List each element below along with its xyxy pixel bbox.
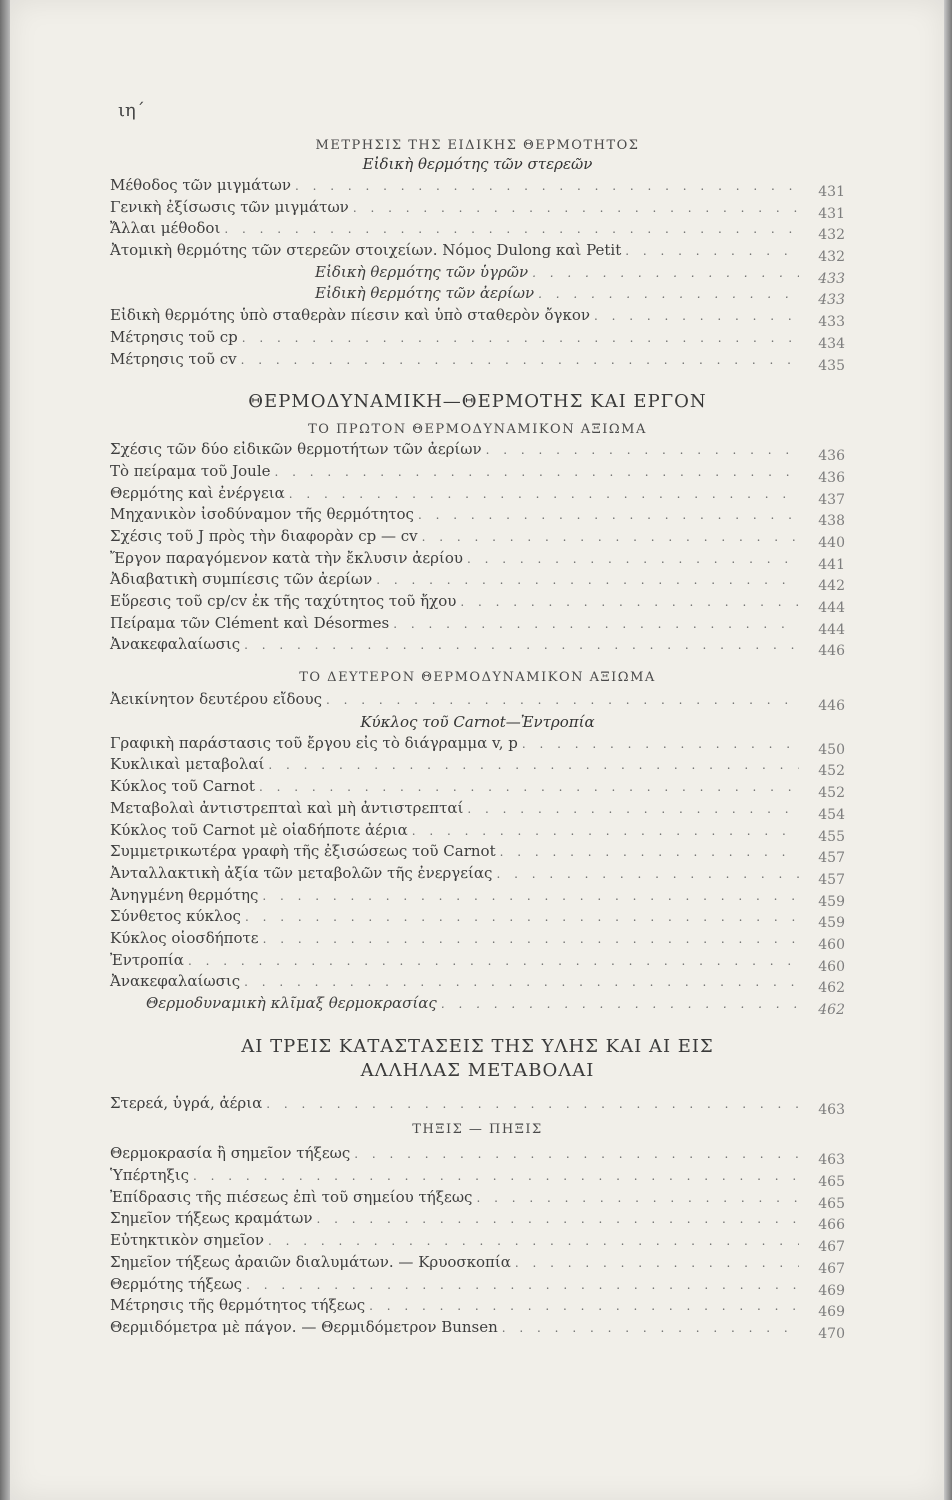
toc-entry (110, 327, 845, 352)
toc-page: 455 (818, 828, 845, 845)
leader-dots (476, 1188, 799, 1210)
toc-label: Συμμετρικωτέρα γραφὴ τῆς ἐξισώσεως τοῦ Carnot (110, 842, 496, 861)
book-page (10, 0, 944, 1500)
toc-page: 459 (818, 915, 845, 932)
leader-dots (467, 799, 799, 821)
leader-dots (532, 263, 799, 285)
leader-dots (266, 1094, 799, 1116)
toc-page: 442 (818, 578, 845, 595)
toc-label: Ἐντροπία (110, 950, 184, 969)
toc-entry (110, 305, 845, 331)
toc-entry (110, 1143, 845, 1169)
toc-label: Θερμοδυναμικὴ κλῖμαξ θερμοκρασίας (146, 994, 437, 1012)
toc-entry (110, 569, 845, 595)
section-heading: ΤΟ ΔΕΥΤΕΡΟΝ ΘΕΡΜΟΔΥΝΑΜΙΚΟΝ ΑΞΙΩΜΑ (299, 670, 656, 686)
toc-entry (110, 504, 845, 530)
toc-page: 462 (818, 980, 845, 997)
section-heading: ΤΗΞΙΣ — ΠΗΞΙΣ (412, 1122, 543, 1138)
toc-label: Σύνθετος κύκλος (110, 907, 241, 926)
toc-label: Εἰδικὴ θερμότης τῶν ἀερίων (315, 284, 535, 303)
leader-dots (486, 440, 799, 462)
leader-dots (245, 907, 799, 929)
toc-page: 465 (818, 1174, 845, 1191)
toc-group (110, 1143, 845, 1342)
leader-dots (393, 614, 799, 636)
toc-page: 434 (818, 335, 845, 352)
toc-entry (110, 1187, 845, 1212)
toc-entry (110, 863, 845, 888)
leader-dots (594, 306, 799, 328)
leader-dots (244, 635, 799, 657)
toc-entry (110, 1093, 845, 1118)
toc-page: 446 (818, 698, 845, 715)
leader-dots (460, 592, 799, 614)
toc-entry (110, 733, 845, 758)
leader-dots (502, 1318, 799, 1340)
toc-entry (110, 548, 845, 573)
toc-entry (110, 971, 845, 997)
toc-entry (110, 950, 845, 975)
toc-entry (110, 613, 845, 638)
toc-label: Τὸ πείραμα τοῦ Joule (110, 461, 271, 480)
leader-dots (441, 994, 799, 1016)
section-subheading: Εἰδικὴ θερμότης τῶν στερεῶν (362, 155, 593, 173)
leader-dots (418, 505, 799, 527)
toc-label: Θερμότης καὶ ἐνέργεια (110, 483, 285, 502)
toc-page: 433 (818, 292, 845, 309)
leader-dots (193, 1166, 799, 1188)
toc-page: 433 (818, 314, 845, 331)
toc-label: Ἀνακεφαλαίωσις (110, 972, 241, 991)
leader-dots (354, 1144, 799, 1166)
toc-label: Μηχανικὸν ἰσοδύναμον τῆς θερμότητος (110, 505, 414, 524)
leader-dots (353, 198, 799, 220)
toc-entry (110, 885, 845, 910)
toc-page: 437 (818, 491, 845, 508)
leader-dots (242, 328, 799, 350)
toc-page: 462 (818, 1002, 845, 1018)
leader-dots (295, 176, 799, 198)
toc-page: 463 (818, 1101, 845, 1118)
chapter-heading-line-2: ΑΛΛΗΛΑΣ ΜΕΤΑΒΟΛΑΙ (360, 1059, 595, 1081)
toc-page: 432 (818, 249, 845, 266)
toc-entry (110, 483, 845, 508)
toc-group (110, 689, 845, 1018)
toc-page: 436 (818, 448, 845, 465)
toc-entry-subtitle (110, 262, 845, 287)
toc-label: Ἀδιαβατικὴ συμπίεσις τῶν ἀερίων (110, 570, 373, 589)
toc-label: Μέτρησις τῆς θερμότητος τήξεως (110, 1296, 366, 1315)
toc-label: Γενικὴ ἐξίσωσις τῶν μιγμάτων (110, 197, 349, 216)
leader-dots (496, 864, 799, 886)
leader-dots (538, 284, 799, 306)
toc-entry (110, 906, 845, 932)
toc-entry (110, 1274, 845, 1299)
section-heading: ΤΟ ΠΡΩΤΟΝ ΘΕΡΜΟΔΥΝΑΜΙΚΟΝ ΑΞΙΩΜΑ (308, 422, 647, 438)
leader-dots (268, 755, 799, 777)
toc-page: 438 (818, 513, 845, 530)
leader-dots (500, 842, 799, 864)
toc-page: 469 (818, 1282, 845, 1299)
toc-label: Κύκλος τοῦ Carnot μὲ οἱαδήποτε ἀέρια (110, 820, 408, 839)
toc-label: Θερμοκρασία ἢ σημεῖον τήξεως (110, 1144, 351, 1163)
toc-entry (110, 349, 845, 374)
chapter-heading: ΘΕΡΜΟΔΥΝΑΜΙΚΗ—ΘΕΡΜΟΤΗΣ ΚΑΙ ΕΡΓΟΝ (248, 391, 707, 413)
toc-page: 444 (818, 600, 845, 616)
toc-page: 435 (818, 357, 845, 374)
toc-entry (110, 928, 845, 953)
scan-left-edge (0, 0, 10, 1500)
toc-entry (110, 841, 845, 867)
toc-label: Ἔργον παραγόμενον κατὰ τὴν ἔκλυσιν ἀερίου (110, 548, 463, 567)
leader-dots (625, 241, 799, 263)
toc-label: Πείραμα τῶν Clément καὶ Désormes (110, 613, 390, 632)
leader-dots (263, 929, 799, 951)
scan-right-edge (944, 0, 952, 1500)
leader-dots (241, 350, 799, 372)
leader-dots (244, 972, 799, 994)
leader-dots (522, 734, 799, 756)
toc-label: Θερμιδόμετρα μὲ πάγον. — Θερμιδόμετρον Bunsen (110, 1317, 498, 1336)
leader-dots (224, 219, 799, 241)
leader-dots (259, 777, 799, 799)
toc-group (110, 175, 845, 374)
toc-page: 436 (818, 469, 845, 486)
toc-label: Κυκλικαὶ μεταβολαί (110, 755, 265, 774)
toc-entry (110, 1252, 845, 1277)
toc-entry (110, 591, 845, 616)
toc-page: 441 (818, 556, 845, 573)
toc-page: 433 (818, 270, 845, 287)
toc-label: Σημεῖον τήξεως κραμάτων (110, 1209, 313, 1228)
toc-label: Εἰδικὴ θερμότης τῶν ὑγρῶν (315, 262, 529, 281)
toc-entry (110, 197, 845, 222)
leader-dots (467, 549, 799, 571)
toc-page: 467 (818, 1239, 845, 1256)
toc-label: Θερμότης τήξεως (110, 1274, 243, 1293)
leader-dots (316, 1209, 799, 1231)
leader-dots (369, 1296, 799, 1318)
toc-page: 432 (818, 227, 845, 244)
toc-page: 450 (818, 741, 845, 758)
toc-label: Σημεῖον τήξεως ἀραιῶν διαλυμάτων. — Κρυοσκοπία (110, 1252, 511, 1271)
chapter-heading-line-1: ΑΙ ΤΡΕΙΣ ΚΑΤΑΣΤΑΣΕΙΣ ΤΗΣ ΥΛΗΣ ΚΑΙ ΑΙ ΕΙΣ (241, 1035, 714, 1057)
toc-label: Μέθοδος τῶν μιγμάτων (110, 176, 291, 194)
table-of-contents (110, 138, 845, 1342)
toc-page: 452 (818, 785, 845, 802)
toc-page: 454 (818, 806, 845, 823)
toc-label: Μεταβολαὶ ἀντιστρεπταὶ καὶ μὴ ἀντιστρεπταί (110, 798, 464, 817)
toc-page: 444 (818, 621, 845, 638)
toc-page: 466 (818, 1217, 845, 1234)
toc-label: Εἰδικὴ θερμότης ὑπὸ σταθερὰν πίεσιν καὶ ὑπὸ σταθερὸν ὄγκον (110, 306, 590, 325)
toc-label: Εὕρεσις τοῦ cp/cv ἐκ τῆς ταχύτητος τοῦ ἤχου (110, 592, 457, 610)
toc-page: 463 (818, 1152, 845, 1169)
toc-label: Μέτρησις τοῦ cp (110, 327, 238, 346)
section-subheading: Κύκλος τοῦ Carnot—Ἐντροπία (360, 712, 595, 731)
toc-label: Ἀτομικὴ θερμότης τῶν στερεῶν στοιχείων. Νόμος Dulong καὶ Petit (110, 241, 622, 260)
toc-entry (110, 175, 845, 200)
toc-entry (110, 798, 845, 823)
toc-entry (110, 1230, 845, 1256)
toc-group (110, 439, 845, 660)
toc-page: 457 (818, 850, 845, 867)
toc-entry (110, 218, 845, 244)
toc-page: 465 (818, 1195, 845, 1212)
toc-page: 457 (818, 871, 845, 888)
leader-dots (289, 484, 799, 506)
toc-entry (110, 461, 845, 486)
toc-page: 440 (818, 534, 845, 551)
page-number: ιη΄ (118, 100, 145, 121)
toc-label: Ἀνηγμένη θερμότης (110, 885, 259, 904)
toc-entry (110, 1295, 845, 1321)
toc-entry (110, 439, 845, 465)
toc-entry (110, 754, 845, 780)
toc-label: Μέτρησις τοῦ cv (110, 349, 237, 368)
toc-entry (110, 689, 845, 715)
leader-dots (412, 821, 799, 843)
toc-entry (110, 820, 845, 845)
leader-dots (275, 462, 799, 484)
toc-label: Κύκλος οἱοσδήποτε (110, 928, 259, 947)
toc-label: Ὑπέρτηξις (110, 1166, 190, 1185)
leader-dots (262, 886, 799, 908)
leader-dots (422, 527, 799, 549)
toc-group (110, 1093, 845, 1118)
toc-entry (110, 526, 845, 551)
leader-dots (515, 1253, 799, 1275)
toc-label: Ἀνταλλακτικὴ ἀξία τῶν μεταβολῶν τῆς ἐνεργείας (110, 863, 493, 882)
toc-label: Σχέσις τῶν δύο εἰδικῶν θερμοτήτων τῶν ἀερίων (110, 440, 482, 459)
leader-dots (188, 951, 799, 973)
section-heading: ΜΕΤΡΗΣΙΣ ΤΗΣ ΕΙΔΙΚΗΣ ΘΕΡΜΟΤΗΤΟΣ (315, 138, 640, 153)
toc-page: 431 (818, 184, 845, 200)
toc-page: 460 (818, 958, 845, 975)
toc-label: Κύκλος τοῦ Carnot (110, 777, 255, 796)
leader-dots (246, 1275, 799, 1297)
toc-entry (110, 776, 845, 802)
toc-page: 431 (818, 205, 845, 222)
toc-label: Σχέσις τοῦ J πρὸς τὴν διαφορὰν cp — cv (110, 526, 418, 545)
toc-label: Ἄλλαι μέθοδοι (110, 219, 221, 238)
leader-dots (326, 690, 799, 712)
leader-dots (376, 570, 799, 592)
toc-entry (110, 1208, 845, 1234)
toc-page: 467 (818, 1260, 845, 1277)
leader-dots (268, 1231, 799, 1253)
toc-entry-subtitle (110, 993, 845, 1018)
toc-page: 446 (818, 643, 845, 660)
toc-page: 460 (818, 936, 845, 953)
toc-entry (110, 1317, 845, 1342)
toc-entry (110, 240, 845, 266)
toc-page: 469 (818, 1304, 845, 1321)
toc-page: 470 (818, 1325, 845, 1342)
toc-page: 452 (818, 763, 845, 780)
toc-entry (110, 1165, 845, 1191)
toc-label: Γραφικὴ παράστασις τοῦ ἔργου εἰς τὸ διάγραμμα v, p (110, 733, 518, 752)
toc-label: Ἀεικίνητον δευτέρου εἴδους (110, 690, 323, 709)
toc-label: Ἀνακεφαλαίωσις (110, 635, 241, 654)
toc-label: Εὐτηκτικὸν σημεῖον (110, 1231, 264, 1250)
toc-entry-subtitle (110, 283, 845, 309)
toc-label: Ἐπίδρασις τῆς πιέσεως ἐπὶ τοῦ σημείου τήξεως (110, 1187, 473, 1206)
toc-label: Στερεά, ὑγρά, ἀέρια (110, 1093, 263, 1112)
toc-page: 459 (818, 893, 845, 910)
toc-entry (110, 634, 845, 660)
